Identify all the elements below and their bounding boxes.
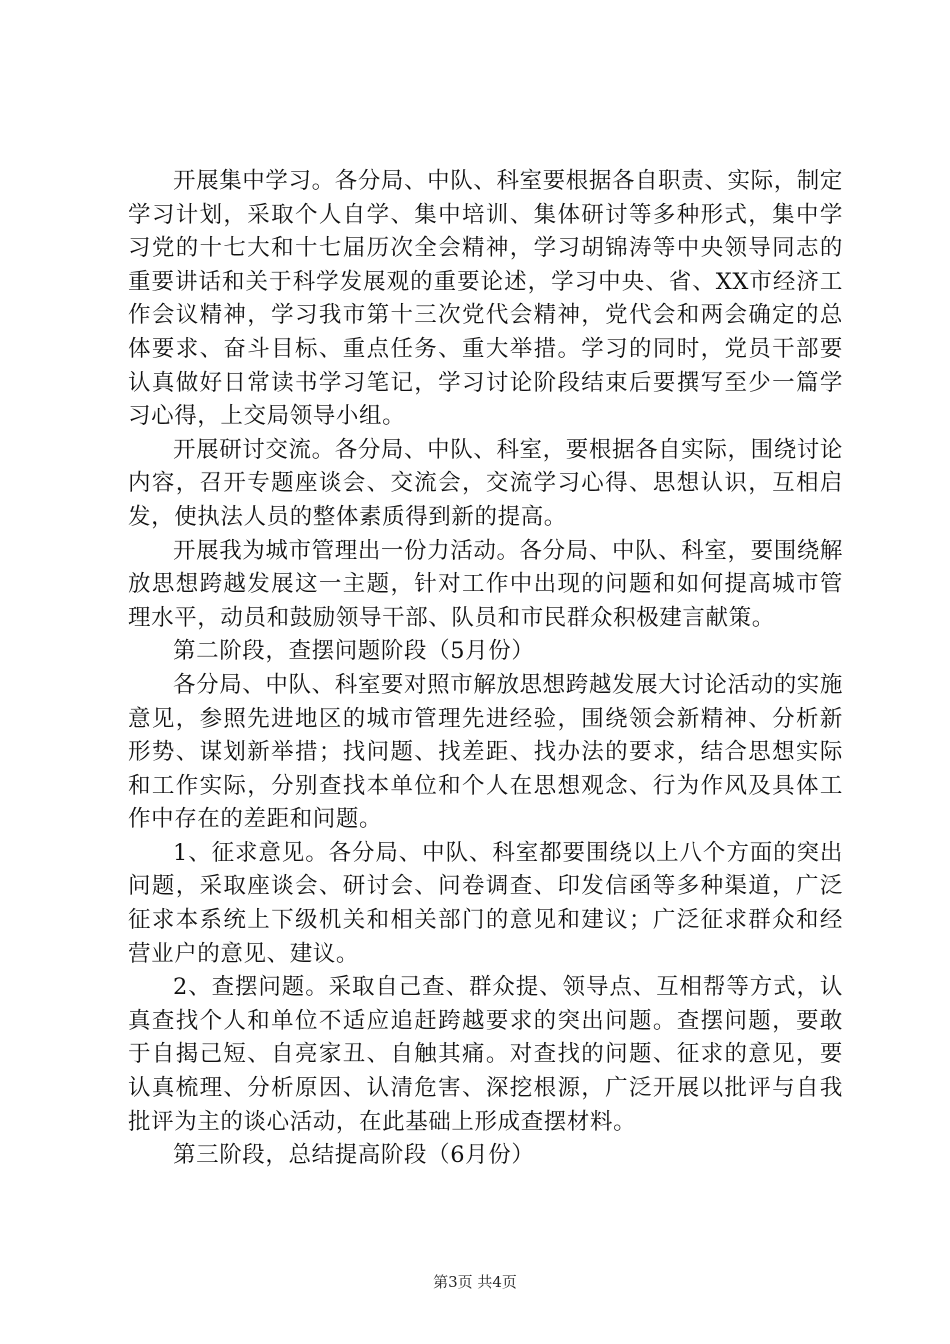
paragraph-discussion: 开展研讨交流。各分局、中队、科室，要根据各自实际，围绕讨论内容，召开专题座谈会、交流会，交流学习心得、思想认识，互相启发，使执法人员的整体素质得到新的提高。 bbox=[128, 436, 843, 530]
stage-two-heading: 第二阶段，查摆问题阶段（5月份） bbox=[173, 638, 535, 665]
paragraph-study: 开展集中学习。各分局、中队、科室要根据各自职责、实际，制定学习计划，采取个人自学、集中培训、集体研讨等多种形式，集中学习党的十七大和十七届历次全会精神，学习胡锦涛等中央领导同志的重要讲话和关于科学发展观的重要论述，学习中央、省、XX市经济工作会议精神，学习我市第十三次党代会精神，党代会和两会确定的总体要求、奋斗目标、重点任务、重大举措。学习的同时，党员干部要认真做好日常读书学习笔记，学习讨论阶段结束后要撰写至少一篇学习心得，上交局领导小组。 bbox=[128, 168, 843, 430]
paragraph-contribution: 开展我为城市管理出一份力活动。各分局、中队、科室，要围绕解放思想跨越发展这一主题，针对工作中出现的问题和如何提高城市管理水平，动员和鼓励领导干部、队员和市民群众积极建言献策。 bbox=[128, 537, 843, 631]
stage-three-heading: 第三阶段，总结提高阶段（6月份） bbox=[173, 1142, 535, 1169]
document-body bbox=[128, 165, 843, 1173]
page-number-footer: 第3页 共4页 bbox=[433, 1273, 517, 1291]
paragraph-solicit-opinions: 1、征求意见。各分局、中队、科室都要围绕以上八个方面的突出问题，采取座谈会、研讨会、问卷调查、印发信函等多种渠道，广泛征求本系统上下级机关和相关部门的意见和建议；广泛征求群众和经营业户的意见、建议。 bbox=[128, 839, 843, 967]
paragraph-stage-two: 各分局、中队、科室要对照市解放思想跨越发展大讨论活动的实施意见，参照先进地区的城市管理先进经验，围绕领会新精神、分析新形势、谋划新举措；找问题、找差距、找办法的要求，结合思想实际和工作实际，分别查找本单位和个人在思想观念、行为作风及具体工作中存在的差距和问题。 bbox=[128, 671, 843, 833]
paragraph-identify-problems: 2、查摆问题。采取自己查、群众提、领导点、互相帮等方式，认真查找个人和单位不适应追赶跨越要求的突出问题。查摆问题，要敢于自揭己短、自亮家丑、自触其痛。对查找的问题、征求的意见，要认真梳理、分析原因、认清危害、深挖根源，广泛开展以批评与自我批评为主的谈心活动，在此基础上形成查摆材料。 bbox=[128, 974, 843, 1135]
